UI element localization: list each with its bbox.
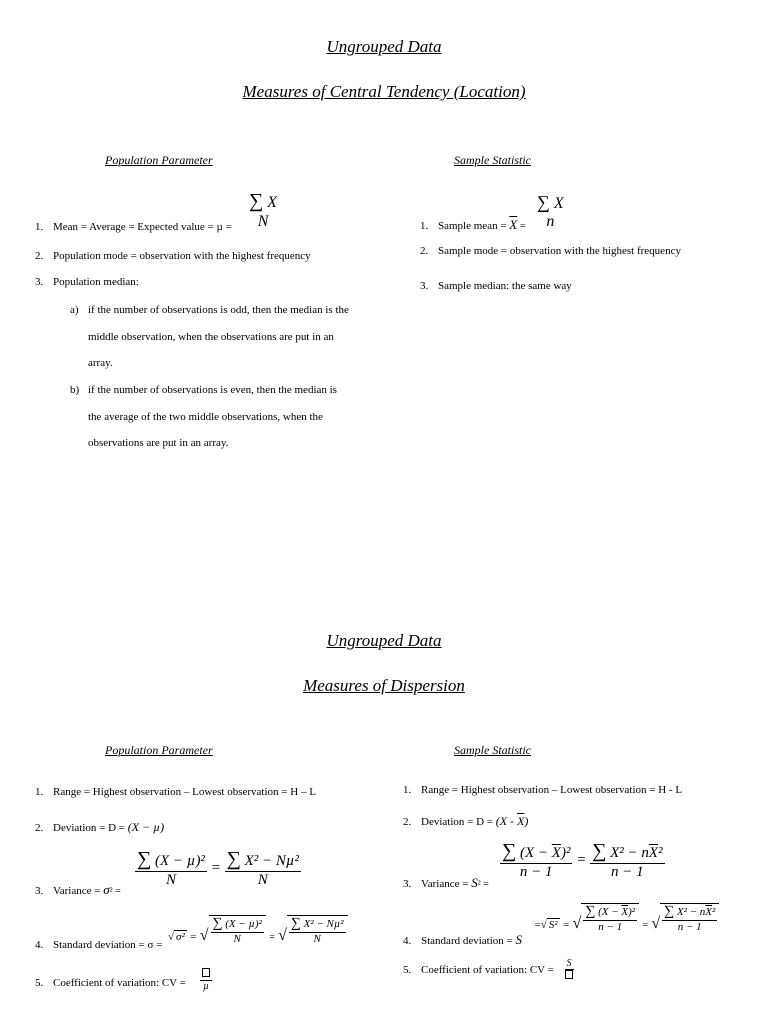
median-even-line3: observations are put in an array.: [88, 437, 229, 449]
pop-cv-formula: µ: [200, 968, 212, 992]
sample-mode-item: 2. Sample mode = observation with the highest frequency: [420, 245, 681, 257]
pop-stdev-formula: √ σ² = √ $\frac{\text{∑ (X − µ)²}}{N}$ = √ $\frac{\text{∑ X² − Nµ²}}{N}$: [168, 915, 348, 945]
section1-subtitle: Measures of Central Tendency (Location): [242, 82, 526, 101]
median-odd-line1: a) if the number of observations is odd, then the median is the: [70, 304, 349, 316]
pop-mean-item: 1. Mean = Average = Expected value = µ =: [35, 221, 232, 233]
pop-cv-item: 5. Coefficient of variation: CV =: [35, 977, 186, 989]
sample-variance-item: 3. Variance = S² =: [403, 875, 489, 890]
sample-cv-item: 5. Coefficient of variation: CV =: [403, 964, 554, 976]
section1-title: Ungrouped Data: [326, 37, 442, 56]
median-even-line1: b) if the number of observations is even, then the median is: [70, 384, 337, 396]
sample-stdev-item: 4. Standard deviation = S: [403, 932, 522, 947]
pop-variance-item: 3. Variance = σ² =: [35, 882, 121, 897]
pop-median-item: 3. Population median:: [35, 276, 139, 288]
pop-range-item: 1. Range = Highest observation – Lowest observation = H – L: [35, 786, 316, 798]
sample-range-item: 1. Range = Highest observation – Lowest observation = H - L: [403, 784, 683, 796]
pop-stdev-item: 4. Standard deviation = σ =: [35, 939, 163, 951]
sample-cv-formula: S: [563, 958, 575, 982]
section2-subtitle: Measures of Dispersion: [303, 676, 465, 695]
pop-deviation-item: 2. Deviation = D = (X − µ): [35, 820, 165, 834]
sample-deviation-item: 2. Deviation = $D = (X - \overline{X})$: [403, 814, 529, 828]
sample-stdev-formula: = √ S² = √ $\frac{\sum (X - \overline{X})^2}{n - 1}$ = √ $\frac{\sum X^2 - n\overline{X}^2}{n - 1}$: [534, 903, 719, 933]
sample-mean-formula: ∑ X n: [537, 192, 564, 230]
median-even-line2: the average of the two middle observations, when the: [88, 411, 323, 423]
s2-population-heading: Population Parameter: [105, 743, 213, 757]
sample-mean-item: 1. Sample mean = $\overline{X}$ =: [420, 217, 526, 232]
median-odd-line3: array.: [88, 357, 113, 369]
sample-variance-formula: $\frac{\sum (X - \overline{X})^2}{n - 1}$ = $\frac{\sum X^2 - n\overline{X}^2}{n - 1}$: [502, 840, 663, 880]
median-odd-line2: middle observation, when the observations are put in an: [88, 331, 334, 343]
s1-population-heading: Population Parameter: [105, 153, 213, 167]
section2-title: Ungrouped Data: [326, 631, 442, 650]
s1-sample-heading: Sample Statistic: [454, 153, 531, 167]
pop-mode-item: 2. Population mode = observation with the highest frequency: [35, 250, 311, 262]
sample-median-item: 3. Sample median: the same way: [420, 280, 572, 292]
pop-variance-formula: $\frac{\text{∑ (X − µ)²}}{N}$ = $\frac{\text{∑ X² − Nµ²}}{N}$: [137, 848, 300, 888]
population-mean-formula: ∑ X N: [249, 190, 278, 230]
s2-sample-heading: Sample Statistic: [454, 743, 531, 757]
